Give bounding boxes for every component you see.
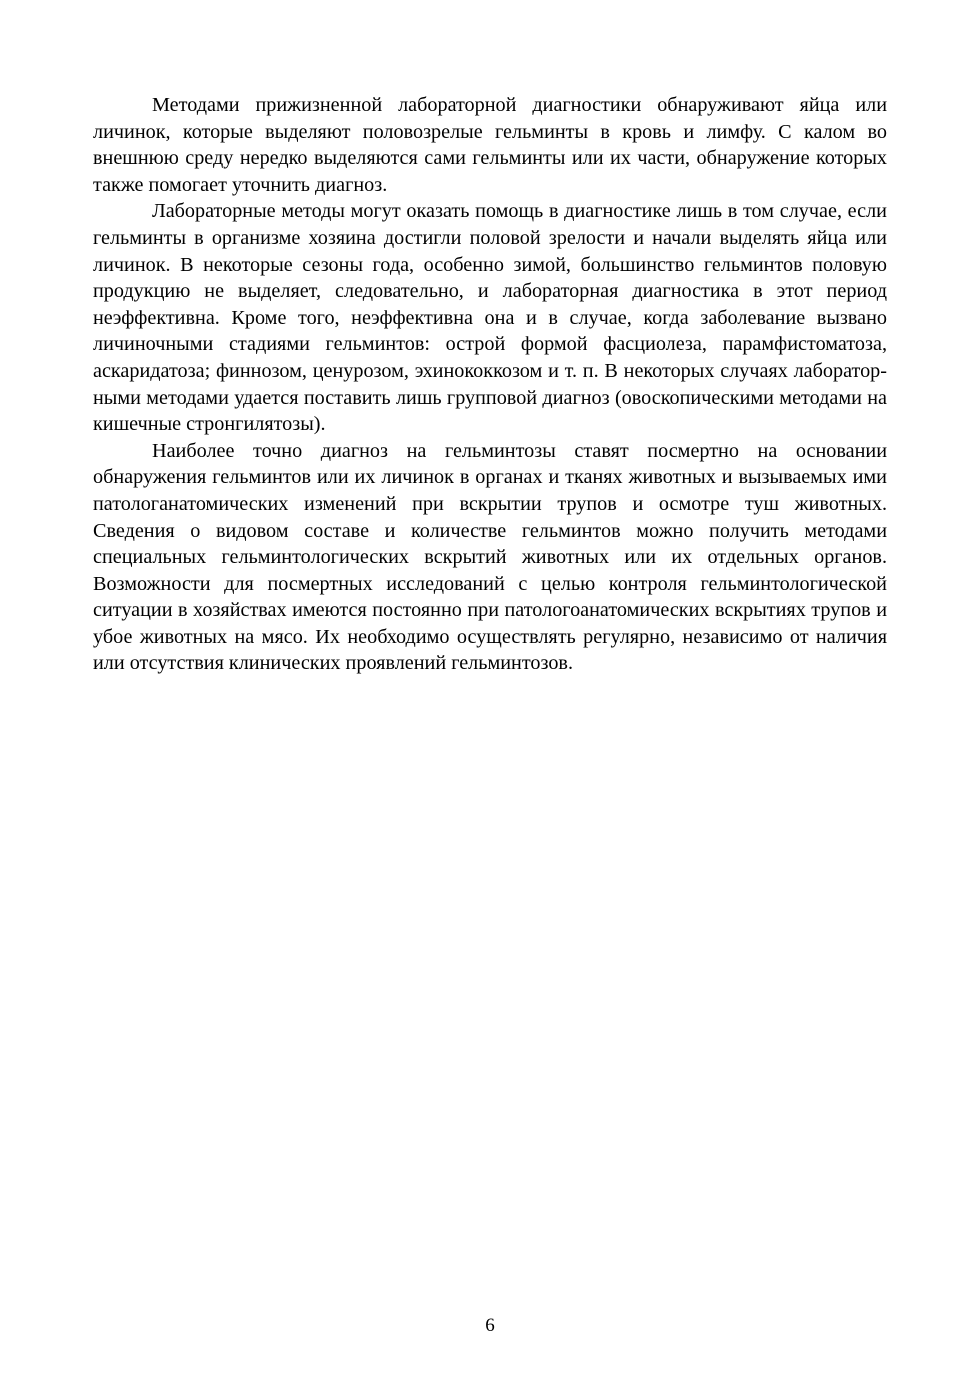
- paragraph-lab-diagnostics: Методами прижизненной лабораторной диагностики обнаруживают яйца или личинок, которые выделяют половозрелые гельминты в кровь и лимфу. С калом во внешнюю среду нередко выделяются сами гельминты или их части, обнаружение которых также помогает уточнить диагноз.: [93, 94, 887, 196]
- page-number: 6: [485, 1315, 495, 1336]
- page-body: [93, 92, 887, 677]
- paragraph-postmortem-diagnosis: Наиболее точно диагноз на гельминтозы ставят посмертно на основании обнаружения гельминтов или их личинок в органах и тканях животных и вызываемых ими патологанатомических изменений при вскрытии трупов и осмотре туш животных. Сведения о видовом составе и количестве гельминтов можно получить методами специальных гельминтологических вскрытий животных или их отдельных органов. Возможности для посмертных исследований с целью контроля гельминтологической ситуации в хозяйствах имеются постоянно при патологоанатомических вскрытиях трупов и убое животных на мясо. Их необходимо осуществлять регулярно, независимо от наличия или отсутствия клинических проявлений гельминтозов.: [93, 439, 887, 675]
- paragraph-lab-methods-limits: Лабораторные методы могут оказать помощь в диагностике лишь в том случае, если гельминты в организме хозяина достигли половой зрелости и начали выделять яйца или личинок. В некоторые сезоны года, особенно зимой, большинство гельминтов половую продукцию не выделяет, следовательно, и лабораторная диагностика в этот период неэффективна. Кроме того, неэффективна она и в случае, когда заболевание вызвано личиночными стадиями гельминтов: острой формой фасциолеза, парамфистоматоза, аскаридатоза; финнозом, ценурозом, эхинококкозом и т. п. В некоторых случаях лабораторными методами удается поставить лишь групповой диагноз (овоскопическими методами на кишечные стронгилятозы).: [93, 200, 887, 436]
